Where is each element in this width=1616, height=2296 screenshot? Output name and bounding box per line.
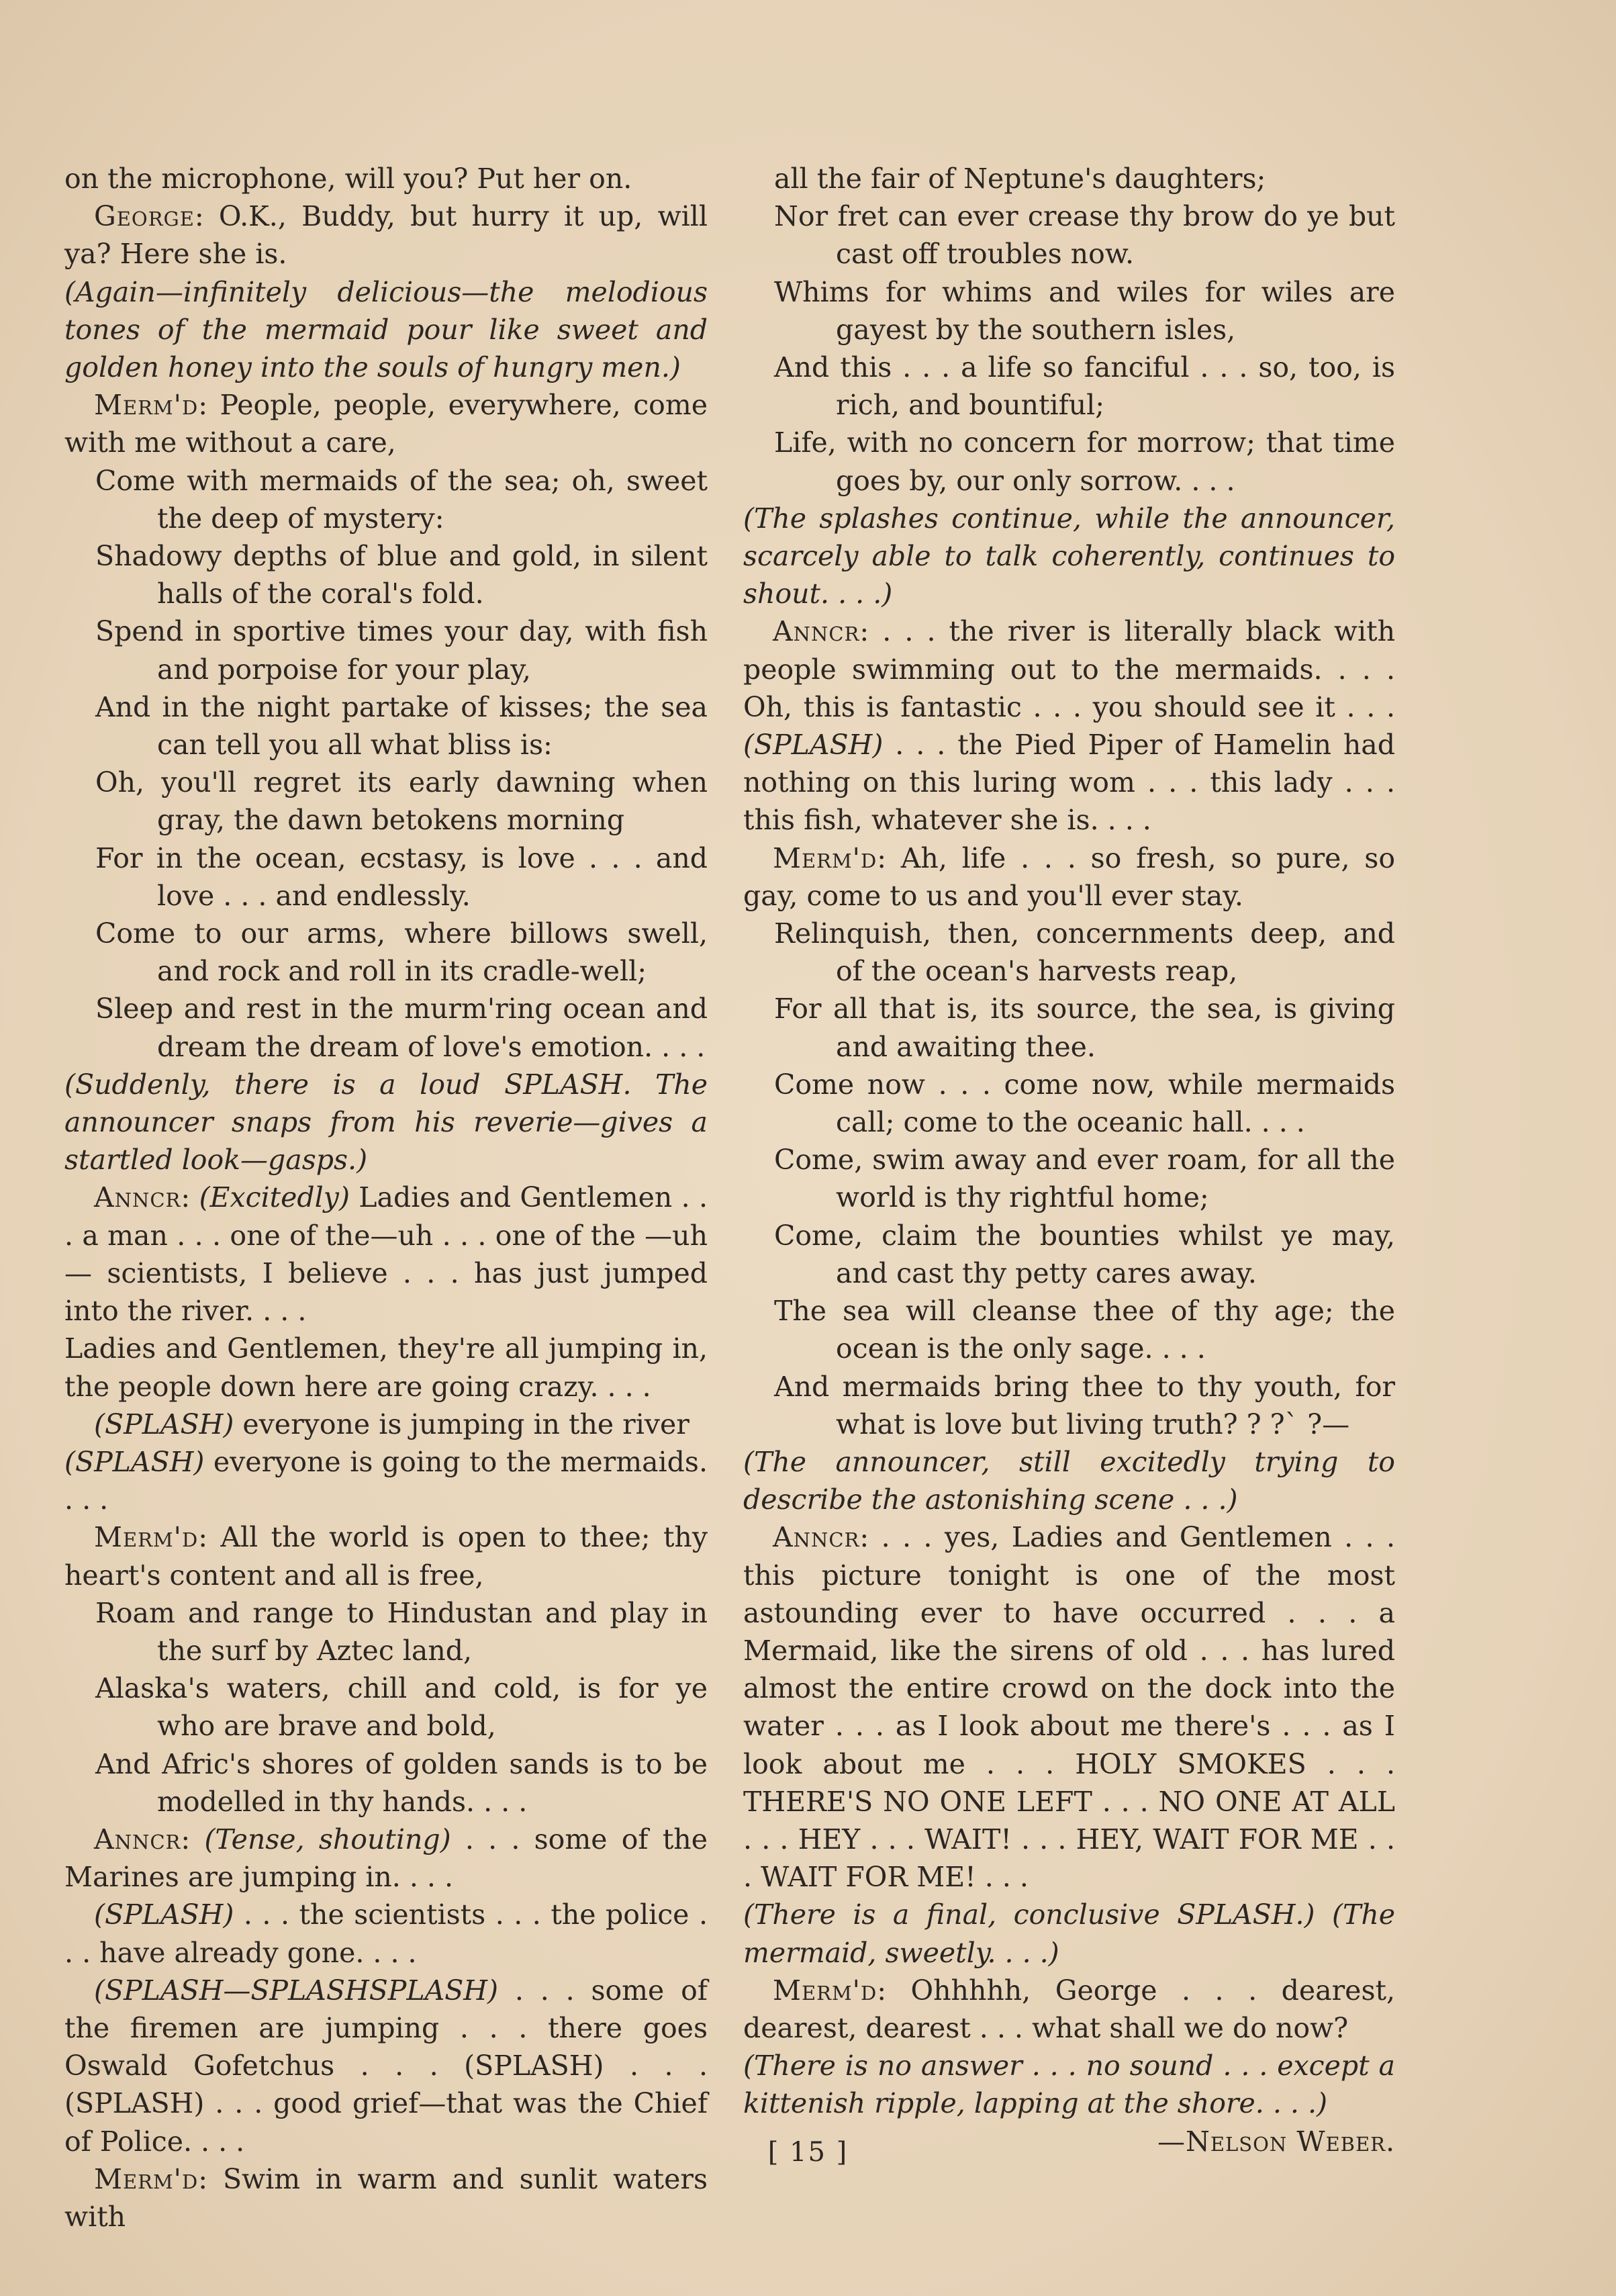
text: (The splashes continue, while the announcer, scarcely able to talk coherently, continues to shout. . . .) xyxy=(743,502,1395,610)
verse-line xyxy=(743,1066,1395,1141)
stage-cue: (SPLASH) xyxy=(94,1408,234,1440)
text: Alaska's waters, chill and cold, is for ye who are brave and bold, xyxy=(95,1672,708,1743)
dialogue-paragraph xyxy=(64,1518,708,1594)
text: on the microphone, will you? Put her on. xyxy=(64,163,632,195)
dialogue-paragraph xyxy=(64,197,708,273)
text: And mermaids bring thee to thy youth, for what is love but living truth? ? ?` ?— xyxy=(774,1370,1395,1440)
paragraph xyxy=(64,160,708,197)
stage-direction xyxy=(64,1066,708,1179)
dialogue-paragraph xyxy=(64,2160,708,2236)
text: . . . the scientists . . . the police . . . have already gone. . . . xyxy=(64,1898,708,1969)
text: (The announcer, still excitedly trying to describe the astonishing scene . . .) xyxy=(743,1445,1395,1516)
speaker-name: Merm'd xyxy=(773,841,877,874)
speaker-name: Anncr xyxy=(94,1823,181,1855)
verse-line xyxy=(64,688,708,764)
stage-cue: (Excitedly) xyxy=(199,1181,350,1214)
text: Come with mermaids of the sea; oh, sweet the deep of mystery: xyxy=(95,464,708,535)
verse-line xyxy=(64,537,708,612)
text: : People, people, everywhere, come with me without a care, xyxy=(64,389,708,459)
verse-line xyxy=(743,349,1395,424)
dialogue-paragraph xyxy=(743,1518,1395,1896)
speaker-name: Anncr xyxy=(773,615,860,648)
verse-line xyxy=(64,764,708,839)
text: Spend in sportive times your day, with fish and porpoise for your play, xyxy=(95,615,708,686)
text: : Ah, life . . . so fresh, so pure, so gay, come to us and you'll ever stay. xyxy=(743,841,1395,912)
text: Sleep and rest in the murm'ring ocean and dream the dream of love's emotion. . . . xyxy=(95,993,708,1063)
verse-line xyxy=(64,915,708,990)
speaker-name: Merm'd xyxy=(94,2162,199,2195)
speaker-name: Merm'd xyxy=(773,1974,877,2007)
verse-line xyxy=(743,990,1395,1065)
text: (Suddenly, there is a loud SPLASH. The announcer snaps from his reverie—gives a startled look—gasps.) xyxy=(64,1068,708,1177)
text: For in the ocean, ecstasy, is love . . . and love . . . and endlessly. xyxy=(95,841,708,912)
text: And Afric's shores of golden sands is to be modelled in thy hands. . . . xyxy=(95,1747,708,1818)
text: : O.K., Buddy, but hurry it up, will ya? Here she is. xyxy=(64,200,708,271)
verse-line xyxy=(743,273,1395,349)
text: Come to our arms, where billows swell, and rock and roll in its cradle-well; xyxy=(95,917,708,988)
text: all the fair of Neptune's daughters; xyxy=(774,163,1266,195)
verse-line xyxy=(743,197,1395,273)
dialogue-paragraph xyxy=(743,839,1395,915)
dialogue-paragraph xyxy=(64,1179,708,1330)
text: : Ohhhhh, George . . . dearest, dearest, dearest . . . what shall we do now? xyxy=(743,1974,1395,2044)
text: Life, with no concern for morrow; that time goes by, our only sorrow. . . . xyxy=(774,426,1395,497)
verse-line xyxy=(64,1594,708,1669)
text: Come now . . . come now, while mermaids call; come to the oceanic hall. . . . xyxy=(774,1068,1395,1139)
text: everyone is jumping in the river xyxy=(234,1408,690,1440)
text: : All the world is open to thee; thy heart's content and all is free, xyxy=(64,1521,708,1592)
text: . . . some of the Marines are jumping in. . . . xyxy=(64,1823,708,1894)
text: : . . . yes, Ladies and Gentlemen . . . this picture tonight is one of the most astounding ever to have occurred . . . a Mermaid, like the sirens of old . . . has lured almost the entire crowd on the dock into the water . . . as I look about me there's . . . as I look about me . . . HOLY SMOKES . . . THERE'S NO ONE LEFT . . . NO ONE AT ALL . . . HEY . . . WAIT! . . . HEY, WAIT FOR ME . . . WAIT FOR ME! . . . xyxy=(743,1521,1395,1894)
stage-cue: (Tense, shouting) xyxy=(204,1823,451,1855)
text: And in the night partake of kisses; the sea can tell you all what bliss is: xyxy=(95,690,708,762)
verse-line xyxy=(743,1217,1395,1292)
stage-cue: (SPLASH) xyxy=(743,729,884,762)
text: (Again—infinitely delicious—the melodious tones of the mermaid pour like sweet and golden honey into the souls of hungry men.) xyxy=(64,275,708,384)
stage-direction xyxy=(743,2047,1395,2122)
text: And this . . . a life so fanciful . . . so, too, is rich, and bountiful; xyxy=(774,351,1395,422)
verse-line xyxy=(743,1292,1395,1367)
verse-line xyxy=(64,462,708,537)
text: Ladies and Gentlemen, they're all jumping in, the people down here are going crazy. . . . xyxy=(64,1332,708,1403)
text: Shadowy depths of blue and gold, in silent halls of the coral's fold. xyxy=(95,540,708,610)
verse-line xyxy=(64,612,708,688)
stage-cue: (SPLASH—SPLASHSPLASH) xyxy=(94,1974,499,2007)
text: —Nelson Weber. xyxy=(1157,2125,1395,2158)
text: Whims for whims and wiles for wiles are gayest by the southern isles, xyxy=(774,275,1395,346)
paragraph xyxy=(64,1330,708,1405)
dialogue-paragraph xyxy=(64,386,708,461)
speaker-name: George xyxy=(94,200,195,233)
dialogue-paragraph xyxy=(64,1972,708,2160)
dialogue-paragraph xyxy=(743,1972,1395,2047)
stage-direction xyxy=(743,1896,1395,1971)
text: (There is no answer . . . no sound . . . except a kittenish ripple, lapping at the shore. . . .) xyxy=(743,2050,1395,2120)
text: Come, swim away and ever roam, for all the world is thy rightful home; xyxy=(774,1144,1395,1214)
speaker-name: Anncr xyxy=(773,1521,860,1554)
dialogue-paragraph xyxy=(64,1406,708,1443)
text: Roam and range to Hindustan and play in the surf by Aztec land, xyxy=(95,1596,708,1667)
speaker-name: Anncr xyxy=(94,1181,181,1214)
left-column xyxy=(64,160,708,2236)
text: everyone is going to the mermaids. . . . xyxy=(64,1445,708,1516)
paragraph xyxy=(64,1443,708,1518)
dialogue-paragraph xyxy=(743,612,1395,839)
verse-line xyxy=(64,839,708,915)
stage-direction xyxy=(743,1443,1395,1518)
text: Relinquish, then, concernments deep, and of the ocean's harvests reap, xyxy=(774,917,1395,988)
verse-line xyxy=(743,160,1395,197)
dialogue-paragraph xyxy=(64,1896,708,1971)
verse-line xyxy=(743,915,1395,990)
stage-direction xyxy=(743,500,1395,613)
verse-line xyxy=(743,1141,1395,1216)
text: Oh, you'll regret its early dawning when gray, the dawn betokens morning xyxy=(95,766,708,837)
speaker-name: Merm'd xyxy=(94,389,199,422)
stage-direction xyxy=(64,273,708,387)
verse-line xyxy=(64,1669,708,1745)
text: . . . some of the firemen are jumping . . . there goes Oswald Gofetchus . . . (SPLASH) . . . (SPLASH) . . . good grief—that was the Chief of Police. . . . xyxy=(64,1974,708,2158)
text: : xyxy=(181,1181,199,1214)
text: The sea will cleanse thee of thy age; the ocean is the only sage. . . . xyxy=(774,1295,1395,1365)
stage-cue: (SPLASH) xyxy=(64,1445,205,1478)
verse-line xyxy=(64,1745,708,1821)
verse-line xyxy=(743,424,1395,499)
text: Ladies and Gentlemen . . . a man . . . one of the—uh . . . one of the —uh— scientists, I believe . . . has just jumped into the river. . . . xyxy=(64,1181,708,1328)
speaker-name: Merm'd xyxy=(94,1521,199,1554)
text: : . . . the river is literally black with people swimming out to the mermaids. . . . Oh, this is fantastic . . . you should see it . . . xyxy=(743,615,1395,723)
text: Come, claim the bounties whilst ye may, and cast thy petty cares away. xyxy=(774,1219,1395,1289)
verse-line xyxy=(64,990,708,1065)
text: (There is a final, conclusive SPLASH.) (The mermaid, sweetly. . . .) xyxy=(743,1898,1395,1969)
dialogue-paragraph xyxy=(64,1821,708,1896)
page-number: [ 15 ] xyxy=(767,2137,849,2168)
verse-line xyxy=(743,1368,1395,1443)
text: . . . the Pied Piper of Hamelin had nothing on this luring wom . . . this lady . . . this fish, whatever she is. . . . xyxy=(743,729,1395,837)
text: For all that is, its source, the sea, is giving and awaiting thee. xyxy=(774,993,1395,1063)
text: Nor fret can ever crease thy brow do ye but cast off troubles now. xyxy=(774,200,1395,271)
stage-cue: (SPLASH) xyxy=(94,1898,234,1931)
text: : xyxy=(181,1823,205,1855)
right-column xyxy=(743,160,1395,2160)
text: : Swim in warm and sunlit waters with xyxy=(64,2162,708,2233)
